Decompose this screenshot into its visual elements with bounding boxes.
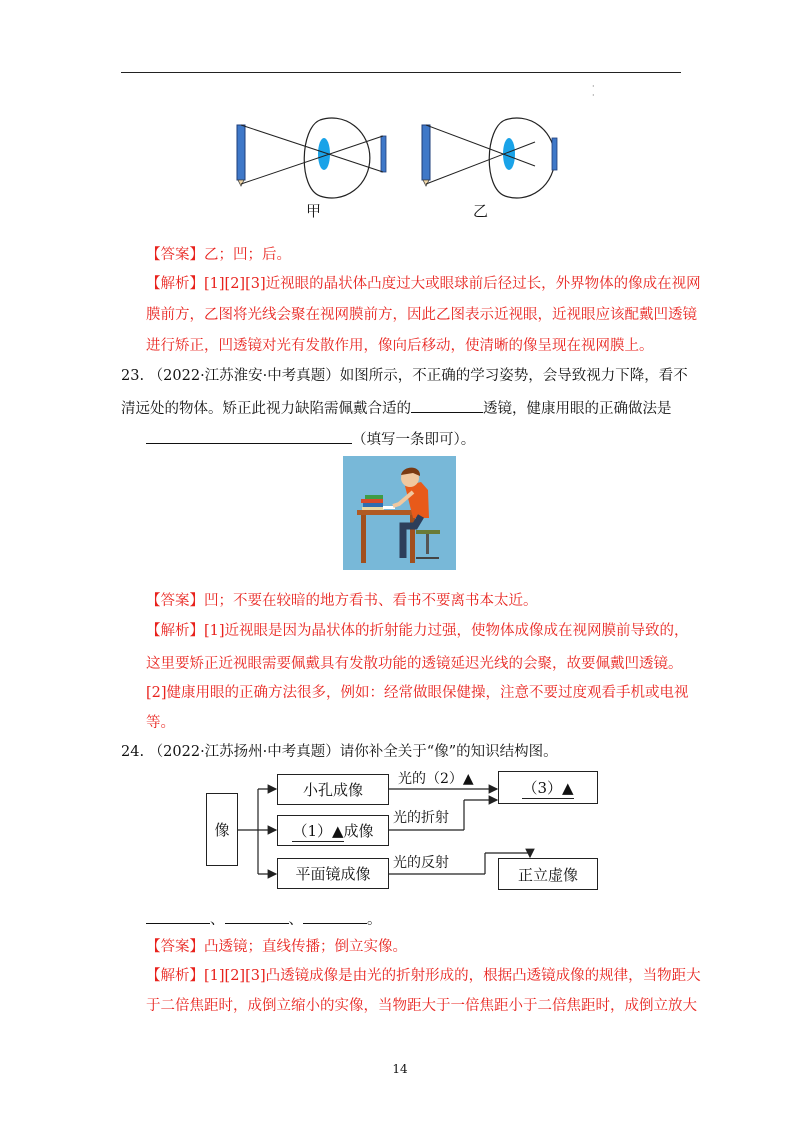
blank-3-label: （3）▲ (522, 778, 574, 797)
edge-label-reflection: 光的反射 (393, 855, 449, 871)
page-number: 14 (392, 1062, 408, 1076)
analysis-text: [1][2][3]凸透镜成像是由光的折射形成的，根据凸透镜成像的规律，当物距大 (204, 968, 701, 984)
blank-1-label: （1）▲ (292, 821, 344, 840)
separator: 、 (210, 912, 225, 928)
answer-text: 凸透镜；直线传播；倒立实像。 (204, 939, 407, 955)
q23-analysis-line-4: 等。 (146, 715, 175, 731)
q24-analysis-line-1 (146, 966, 701, 986)
answer-text: 凹；不要在较暗的地方看书、看书不要离书本太近。 (204, 593, 538, 609)
question-number: 24. (121, 744, 145, 760)
question-text: （2022·江苏扬州·中考真题）请你补全关于“像”的知识结构图。 (148, 744, 558, 760)
question-text: 清远处的物体。矫正此视力缺陷需佩戴合适的 (121, 401, 411, 417)
edge-label-refraction: 光的折射 (393, 810, 449, 826)
analysis-tag: 【解析】 (146, 623, 204, 639)
q22-analysis-line-3: 进行矫正，凹透镜对光有发散作用，像向后移动，使清晰的像呈现在视网膜上。 (146, 338, 654, 354)
eye-label-left: 甲 (306, 202, 322, 220)
separator: 、 (288, 912, 303, 928)
answer-tag: 【答案】 (146, 939, 204, 955)
question-number: 23. (121, 368, 145, 384)
edge-label-blank-2: 光的（2）▲ (398, 771, 474, 787)
q23-analysis-line-2: 这里要矫正近视眼需要佩戴具有发散功能的透镜延迟光线的会聚，故要佩戴凹透镜。 (146, 656, 683, 672)
question-text: 透镜，健康用眼的正确做法是 (483, 401, 672, 417)
q24-analysis-line-2: 于二倍焦距时，成倒立缩小的实像，当物距大于一倍焦距小于二倍焦距时，成倒立放大 (146, 998, 697, 1014)
diagram-node-blank-1 (277, 815, 389, 846)
analysis-tag: 【解析】 (146, 276, 204, 292)
analysis-text: [1][2][3]近视眼的晶状体凸度过大或眼球前后径过长，外界物体的像成在视网 (204, 276, 701, 292)
diagram-root-image: 像 (206, 793, 238, 866)
question-text: （2022·江苏淮安·中考真题）如图所示，不正确的学习姿势，会导致视力下降，看不 (148, 368, 688, 384)
answer-tag: 【答案】 (146, 593, 204, 609)
analysis-tag: 【解析】 (146, 968, 204, 984)
q24-answer-blanks (146, 908, 382, 930)
answer-text: 乙；凹；后。 (204, 247, 291, 263)
answer-blank[interactable] (225, 908, 289, 924)
analysis-text: [1]近视眼是因为晶状体的折射能力过强，使物体成像成在视网膜前导致的， (204, 623, 689, 639)
diagram-node-pinhole: 小孔成像 (277, 774, 389, 805)
diagram-node-blank-3 (498, 771, 598, 804)
q23-analysis-line-3: [2]健康用眼的正确方法很多，例如：经常做眼保健操，注意不要过度观看手机或电视 (146, 685, 689, 701)
q24-answer (146, 937, 407, 957)
question-text: （填写一条即可）。 (352, 432, 476, 448)
answer-tag: 【答案】 (146, 247, 204, 263)
eye-label-right: 乙 (473, 202, 489, 220)
corner-dots: · · (592, 82, 595, 100)
answer-blank[interactable] (303, 908, 367, 924)
diagram-node-mirror: 平面镜成像 (277, 858, 389, 889)
diagram-node-virtual-image: 正立虚像 (498, 858, 598, 890)
terminator: 。 (367, 912, 382, 928)
blank-1-suffix: 成像 (343, 822, 374, 840)
q22-analysis-line-2: 膜前方，乙图将光线会聚在视网膜前方，因此乙图表示近视眼，近视眼应该配戴凹透镜 (146, 307, 697, 323)
answer-blank[interactable] (146, 908, 210, 924)
